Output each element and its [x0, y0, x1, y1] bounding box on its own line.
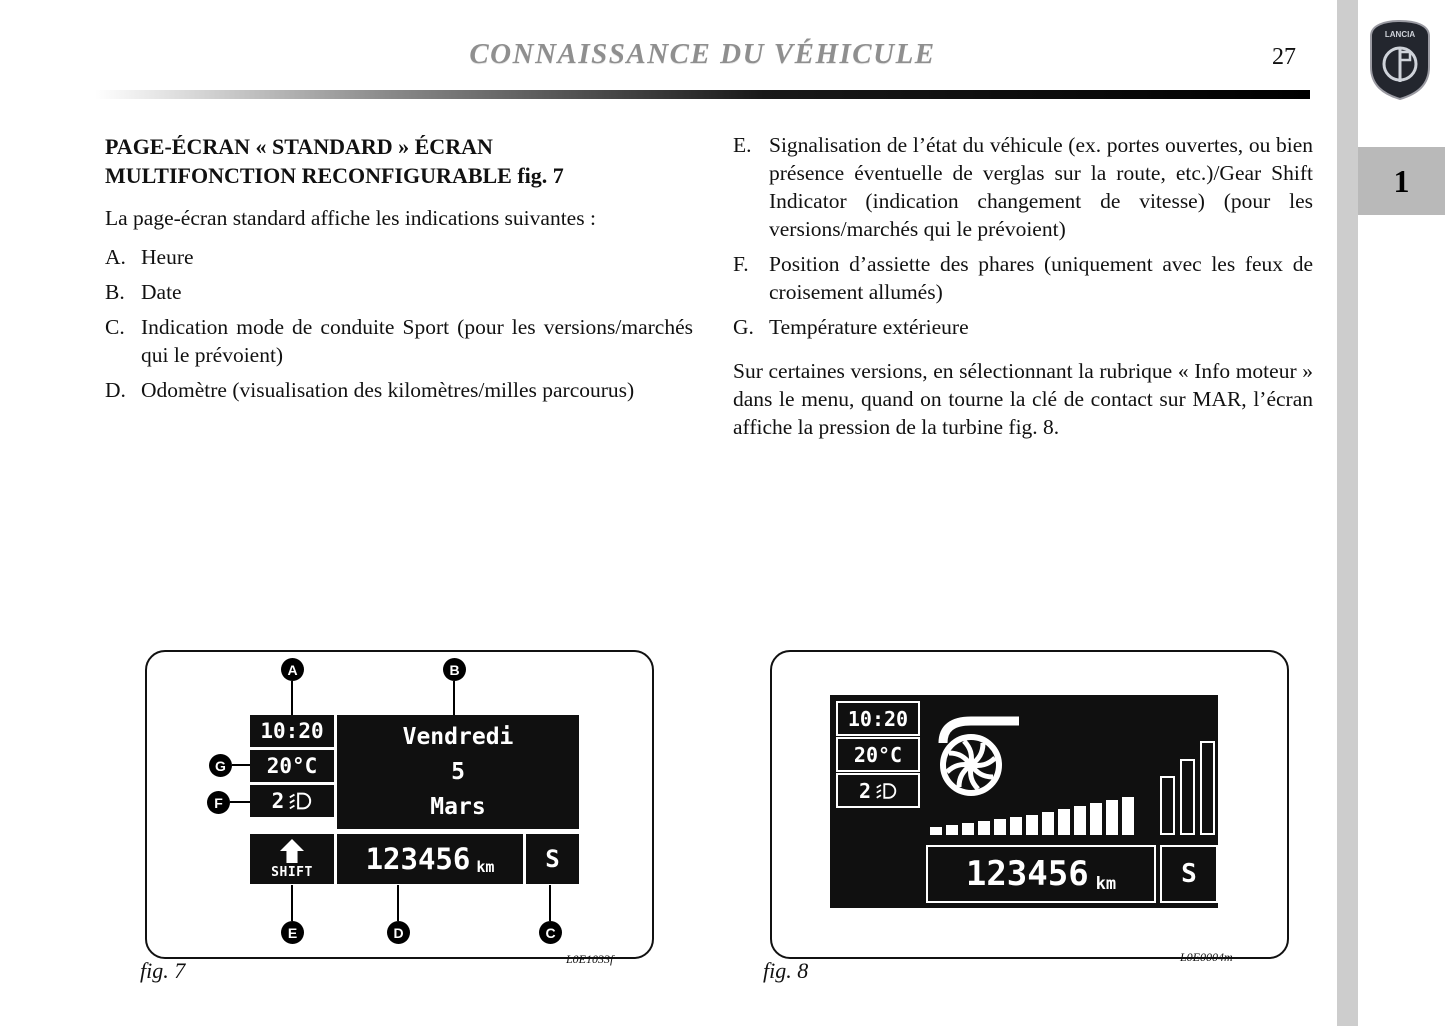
callout-f: F — [207, 791, 230, 814]
section-heading-line2: MULTIFONCTION RECONFIGURABLE fig. 7 — [105, 163, 564, 189]
list-item-text: Indication mode de conduite Sport (pour les versions/marchés qui le prévoient) — [141, 315, 693, 368]
callout-a: A — [281, 658, 304, 681]
lancia-logo-text: LANCIA — [1384, 30, 1416, 39]
section-heading-line1: PAGE-ÉCRAN « STANDARD » ÉCRAN — [105, 134, 493, 159]
callout-line — [232, 764, 250, 766]
callout-line — [549, 885, 551, 921]
fig7-caption: fig. 7 — [140, 958, 186, 983]
fig8-odometer-unit: km — [1095, 874, 1117, 894]
list-item-a — [105, 244, 693, 272]
figure-8 — [770, 650, 1289, 959]
fig8-temperature-cell: 20°C — [836, 737, 920, 772]
graph-bar — [1074, 806, 1086, 835]
intro-paragraph: La page-écran standard affiche les indications suivantes : — [105, 206, 596, 231]
graph-bar — [1042, 812, 1054, 835]
list-item-label: C. — [105, 315, 125, 340]
fig7-time-cell: 10:20 — [250, 715, 334, 747]
callout-line — [291, 885, 293, 921]
fig7-headlight-level: 2 — [271, 789, 285, 813]
callout-c: C — [539, 921, 562, 944]
lancia-logo-icon — [1368, 20, 1432, 100]
level-bar — [1180, 759, 1195, 835]
fig8-mode-cell: S — [1160, 845, 1218, 903]
fig7-date-cell — [337, 715, 579, 829]
callout-d: D — [387, 921, 410, 944]
chapter-tab: 1 — [1358, 147, 1445, 215]
list-item-e — [733, 132, 1313, 244]
fig7-temperature-cell: 20°C — [250, 750, 334, 782]
fig8-odometer-value: 123456 — [965, 854, 1089, 894]
right-column — [733, 132, 1313, 442]
level-bar — [1200, 741, 1215, 835]
fig8-display — [830, 695, 1218, 908]
fig8-bar-graph — [930, 750, 1152, 835]
list-item-label: F. — [733, 251, 749, 276]
list-item-text: Heure — [141, 245, 194, 270]
callout-line — [230, 801, 250, 803]
graph-bar — [1106, 800, 1118, 835]
fig7-odometer-value: 123456 — [365, 842, 471, 876]
list-item-text: Position d’assiette des phares (uniquement avec les feux de croisement allumés) — [769, 251, 1313, 304]
graph-bar — [1058, 809, 1070, 835]
fig8-odometer-cell — [926, 845, 1156, 903]
fig7-odometer-cell — [337, 834, 523, 884]
fig8-time-cell: 10:20 — [836, 701, 920, 736]
list-item-text: Odomètre (visualisation des kilomètres/milles parcourus) — [141, 378, 635, 403]
page-number: 27 — [1272, 44, 1296, 70]
callout-line — [453, 681, 455, 715]
graph-bar — [978, 821, 990, 835]
graph-bar — [1010, 817, 1022, 835]
list-item-label: A. — [105, 245, 126, 270]
graph-bar — [1122, 797, 1134, 835]
fig7-shift-label: SHIFT — [271, 864, 313, 880]
list-item-label: B. — [105, 280, 125, 305]
sidebar-strip — [1337, 0, 1358, 1026]
list-item-text: Date — [141, 280, 182, 305]
level-bar — [1160, 776, 1175, 835]
headlight-leveling-icon — [288, 791, 312, 811]
graph-bar — [962, 823, 974, 835]
list-item-label: D. — [105, 378, 126, 403]
graph-bar — [930, 827, 942, 835]
info-moteur-paragraph: Sur certaines versions, en sélectionnant la rubrique « Info moteur » dans le menu, quand on tourne la clé de contact sur MAR, l’écran affiche la pression de la turbine fig. 8. — [733, 358, 1313, 440]
graph-bar — [994, 819, 1006, 835]
fig7-odometer-unit: km — [476, 858, 495, 876]
graph-bar — [1026, 815, 1038, 835]
callout-line — [397, 885, 399, 921]
list-item-text: Signalisation de l’état du véhicule (ex. portes ouvertes, ou bien présence éventuelle de verglas sur la route, etc.)/Gear Shift Indicator (indication changement de vitesse) (pour les versions/marchés qui le prévoient) — [769, 133, 1313, 241]
fig7-headlight-cell — [250, 785, 334, 817]
callout-e: E — [281, 921, 304, 944]
list-item-d — [105, 377, 693, 405]
list-item-f — [733, 251, 1313, 307]
shift-arrow-icon — [278, 839, 306, 863]
fig8-headlight-level: 2 — [858, 778, 872, 803]
list-item-g — [733, 314, 1313, 342]
graph-bar — [1090, 803, 1102, 835]
fig7-date-number: 5 — [451, 759, 465, 785]
fig7-mode-cell: S — [526, 834, 579, 884]
callout-b: B — [443, 658, 466, 681]
section-heading — [105, 132, 693, 190]
headlight-leveling-icon — [875, 782, 897, 800]
fig7-date-day: Vendredi — [402, 724, 514, 750]
fig8-level-bars — [1160, 733, 1216, 835]
list-item-b — [105, 279, 693, 307]
graph-bar — [946, 825, 958, 835]
figure-7 — [145, 650, 654, 959]
header-divider — [95, 90, 1310, 99]
list-item-text: Température extérieure — [769, 314, 969, 339]
callout-g: G — [209, 754, 232, 777]
fig7-code: L0E1033f — [566, 952, 614, 966]
list-item-label: G. — [733, 314, 754, 339]
list-item-c — [105, 314, 693, 370]
callout-line — [291, 681, 293, 715]
fig8-headlight-cell — [836, 773, 920, 808]
list-item-label: E. — [733, 133, 752, 157]
fig8-caption: fig. 8 — [763, 958, 809, 983]
page-title: CONNAISSANCE DU VÉHICULE — [469, 38, 936, 70]
fig7-date-month: Mars — [430, 794, 486, 820]
fig8-code: L0E0004m — [1180, 950, 1233, 964]
left-column — [105, 132, 693, 412]
fig7-shift-cell — [250, 834, 334, 884]
